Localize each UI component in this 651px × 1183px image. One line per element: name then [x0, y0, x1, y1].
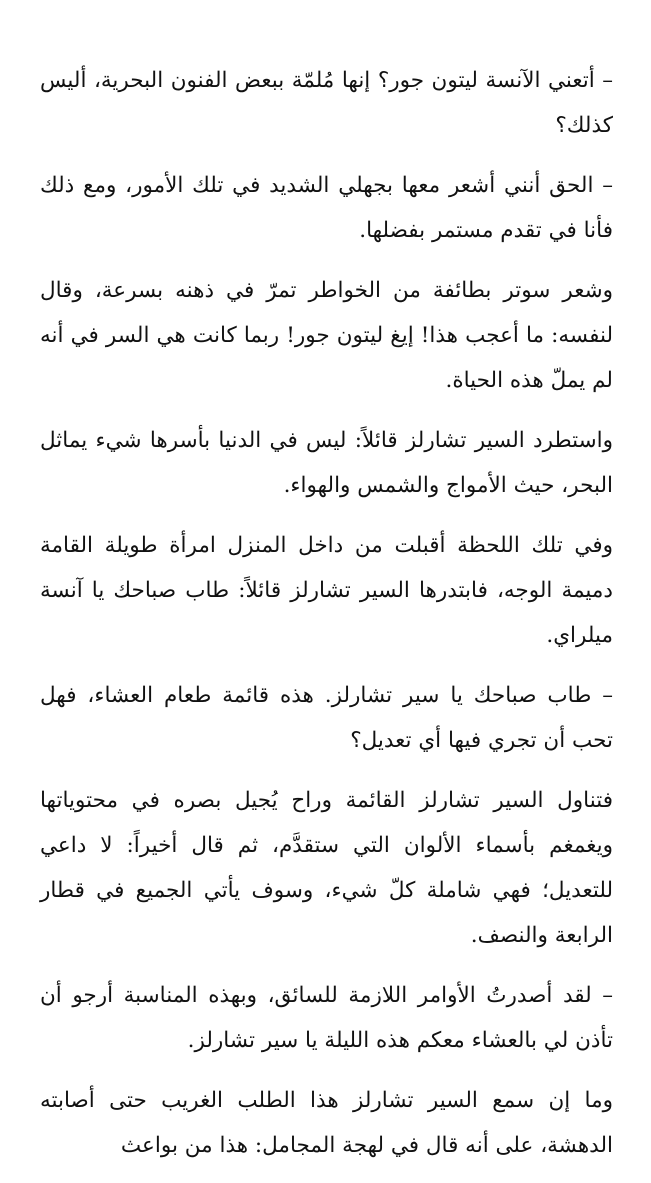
book-page — [40, 58, 613, 1183]
paragraph: – طاب صباحك يا سير تشارلز. هذه قائمة طعام العشاء، فهل تحب أن تجري فيها أي تعديل؟ — [40, 683, 613, 753]
paragraph: – أتعني الآنسة ليتون جور؟ إنها مُلمّة ببعض الفنون البحرية، أليس كذلك؟ — [40, 68, 613, 138]
paragraph: – لقد أصدرتُ الأوامر اللازمة للسائق، وبهذه المناسبة أرجو أن تأذن لي بالعشاء معكم هذه الليلة يا سير تشارلز. — [40, 983, 613, 1053]
paragraph: وما إن سمع السير تشارلز هذا الطلب الغريب حتى أصابته الدهشة، على أنه قال في لهجة المجامل: هذا من بواعث — [40, 1088, 613, 1158]
paragraph: وشعر سوتر بطائفة من الخواطر تمرّ في ذهنه بسرعة، وقال لنفسه: ما أعجب هذا! إيغ ليتون جور! ربما كانت هي السر في أنه لم يملّ هذه الحياة. — [40, 278, 613, 393]
paragraph: واستطرد السير تشارلز قائلاً: ليس في الدنيا بأسرها شيء يماثل البحر، حيث الأمواج والشمس والهواء. — [40, 428, 613, 498]
paragraph: فتناول السير تشارلز القائمة وراح يُجيل بصره في محتوياتها ويغمغم بأسماء الألوان التي ستقدَّم، ثم قال أخيراً: لا داعي للتعديل؛ فهي شاملة كلّ شيء، وسوف يأتي الجميع في قطار الرابعة والنصف. — [40, 788, 613, 948]
paragraph: – الحق أنني أشعر معها بجهلي الشديد في تلك الأمور، ومع ذلك فأنا في تقدم مستمر بفضلها. — [40, 173, 613, 243]
paragraph: وفي تلك اللحظة أقبلت من داخل المنزل امرأة طويلة القامة دميمة الوجه، فابتدرها السير تشارلز قائلاً: طاب صباحك يا آنسة ميلراي. — [40, 533, 613, 648]
